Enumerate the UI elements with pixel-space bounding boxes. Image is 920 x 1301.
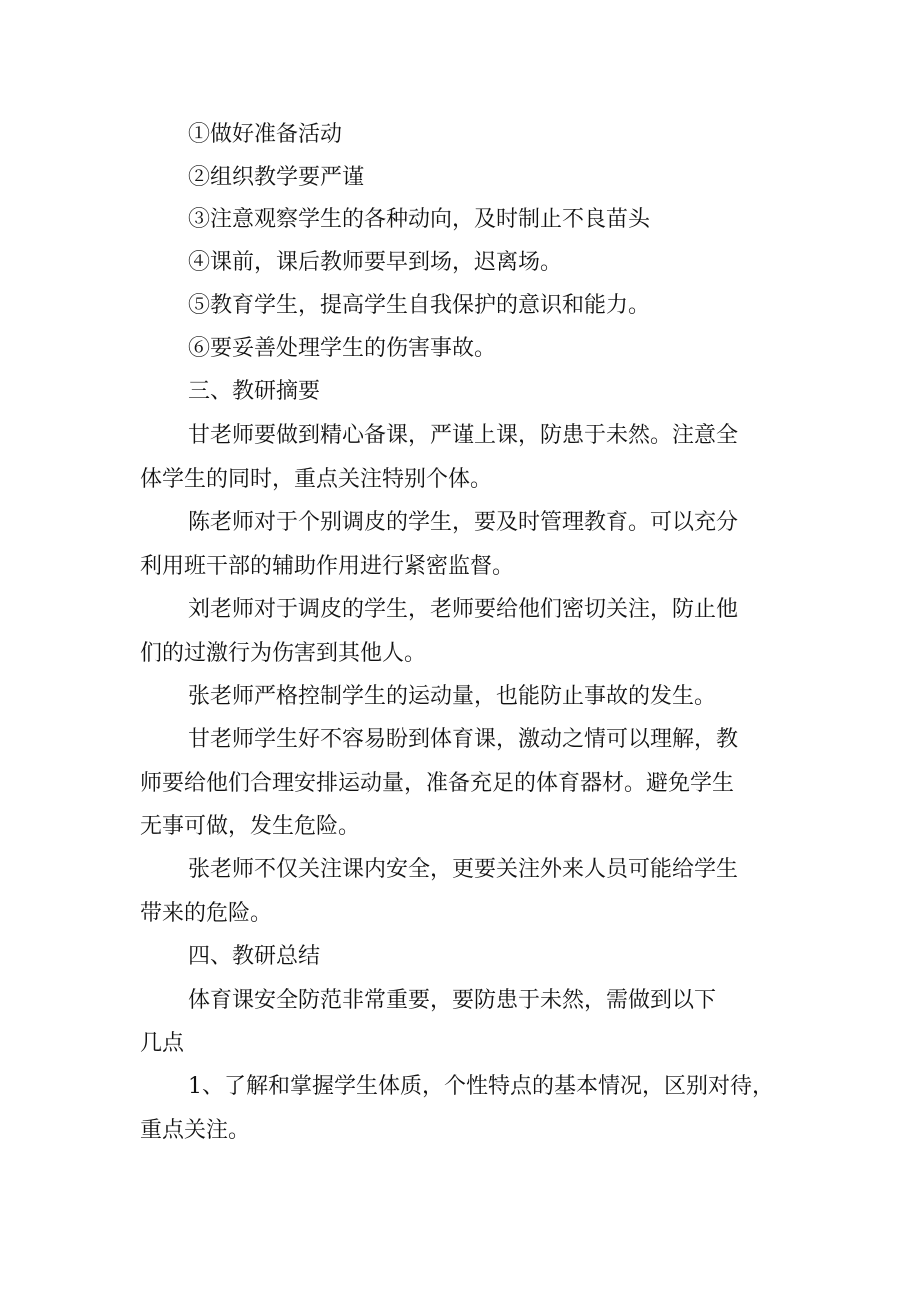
summary-paragraph-line: 陈老师对于个别调皮的学生，要及时管理教育。可以充分 — [188, 510, 739, 535]
section-4-heading: 四、教研总结 — [188, 944, 321, 969]
summary-paragraph-line: 利用班干部的辅助作用进行紧密监督。 — [140, 554, 515, 579]
summary-paragraph-line: 刘老师对于调皮的学生，老师要给他们密切关注，防止他 — [188, 597, 739, 622]
summary-paragraph-line: 师要给他们合理安排运动量，准备充足的体育器材。避免学生 — [140, 771, 735, 796]
conclusion-point-line: 1、了解和掌握学生体质，个性特点的基本情况，区别对待， — [188, 1074, 774, 1099]
summary-paragraph-line: 无事可做，发生危险。 — [140, 814, 361, 839]
conclusion-point-line: 重点关注。 — [140, 1118, 251, 1143]
summary-paragraph-line: 张老师不仅关注课内安全，更要关注外来人员可能给学生 — [188, 857, 739, 882]
conclusion-intro-line: 几点 — [140, 1031, 185, 1056]
conclusion-intro-line: 体育课安全防范非常重要，要防患于未然，需做到以下 — [188, 988, 717, 1013]
summary-paragraph-line: 带来的危险。 — [140, 901, 273, 926]
summary-paragraph-line: 甘老师要做到精心备课，严谨上课，防患于未然。注意全 — [188, 423, 739, 448]
summary-paragraph-line: 们的过激行为伤害到其他人。 — [140, 641, 427, 666]
summary-paragraph-line: 甘老师学生好不容易盼到体育课，激动之情可以理解，教 — [188, 727, 739, 752]
measure-4: ④课前，课后教师要早到场，迟离场。 — [188, 250, 563, 275]
measure-3: ③注意观察学生的各种动向，及时制止不良苗头 — [188, 207, 651, 232]
summary-paragraph-line: 体学生的同时，重点关注特别个体。 — [140, 467, 493, 492]
measure-2: ②组织教学要严谨 — [188, 165, 365, 190]
measure-5: ⑤教育学生，提高学生自我保护的意识和能力。 — [188, 293, 651, 318]
measure-6: ⑥要妥善处理学生的伤害事故。 — [188, 336, 497, 361]
measure-1: ①做好准备活动 — [188, 122, 343, 147]
summary-paragraph-line: 张老师严格控制学生的运动量，也能防止事故的发生。 — [188, 684, 717, 709]
section-3-heading: 三、教研摘要 — [188, 379, 321, 404]
